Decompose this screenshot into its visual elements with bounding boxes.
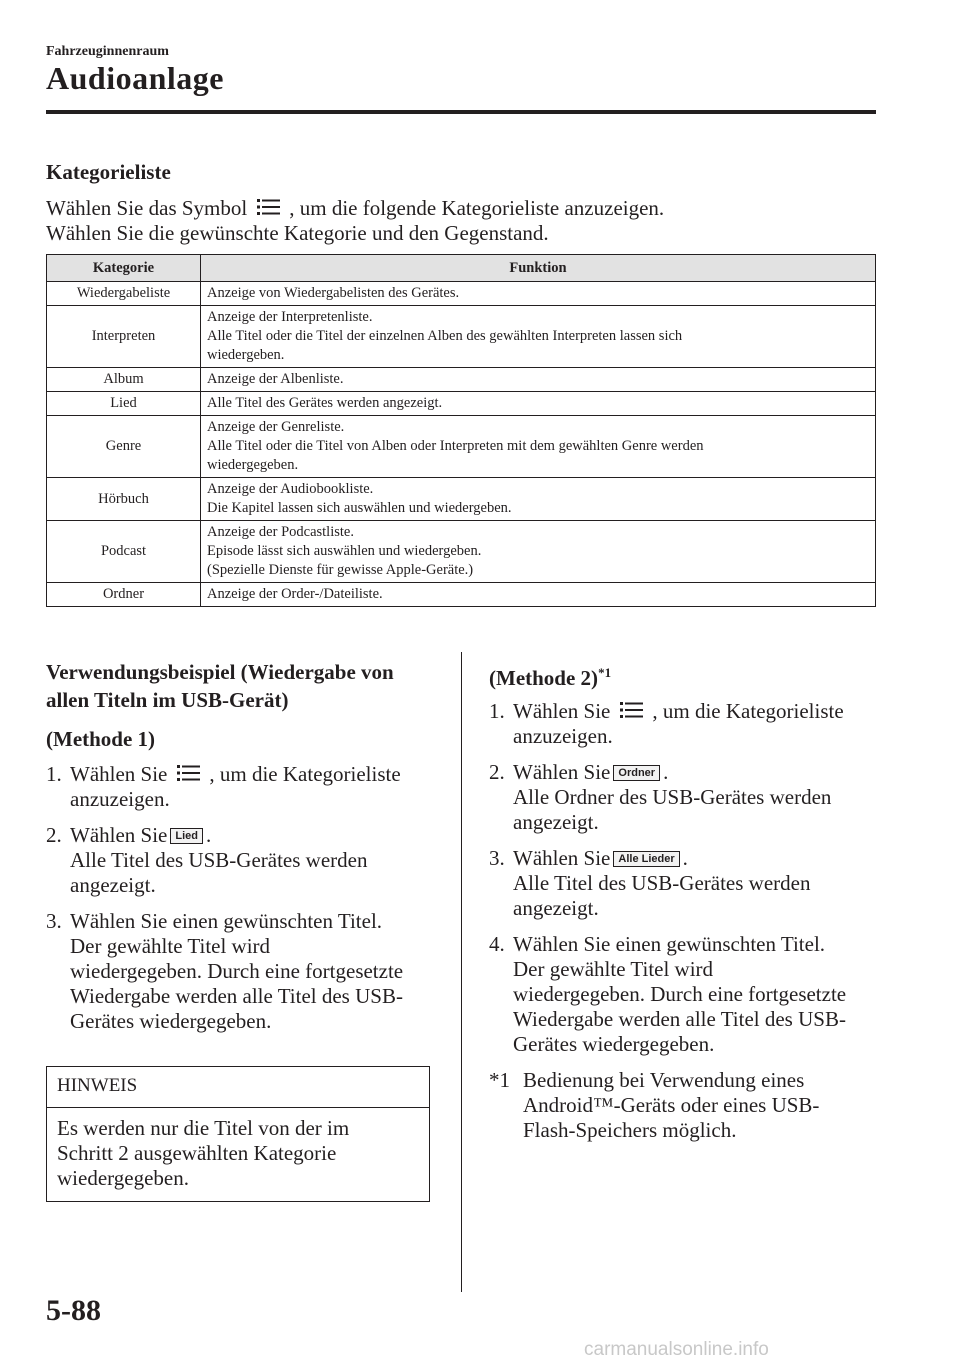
kategorieliste-intro-line2: Wählen Sie die gewünschte Kategorie und den Gegenstand. xyxy=(46,221,549,245)
function-line: Alle Titel oder die Titel von Alben oder Interpreten mit dem gewählten Genre werden xyxy=(207,438,704,454)
step-line: angezeigt. xyxy=(513,896,599,920)
function-cell xyxy=(201,306,876,368)
function-line: Anzeige der Audiobookliste. xyxy=(207,481,374,497)
category-cell: Album xyxy=(47,368,201,392)
function-line: Alle Titel oder die Titel der einzelnen Alben des gewählten Interpreten lassen sich xyxy=(207,328,683,344)
intro-text-1: Wählen Sie das Symbol xyxy=(46,196,248,220)
step-text-after: , um die Kategorieliste xyxy=(652,699,844,723)
function-line: Anzeige der Genreliste. xyxy=(207,419,345,435)
table-row xyxy=(47,416,876,478)
methode1-heading: (Methode 1) xyxy=(46,727,156,751)
function-line: wiedergeben. xyxy=(207,347,285,363)
category-cell: Hörbuch xyxy=(47,478,201,521)
function-cell xyxy=(201,521,876,583)
list-menu-icon xyxy=(251,197,285,217)
step-first-line xyxy=(70,909,446,934)
footnote-marker: *1 xyxy=(598,665,612,680)
header-funktion: Funktion xyxy=(201,255,876,282)
header-rule xyxy=(46,110,876,114)
step-line: Wiedergabe werden alle Titel des USB- xyxy=(70,984,403,1008)
hinweis-line: Schritt 2 ausgewählten Kategorie xyxy=(57,1141,337,1165)
step-first-line xyxy=(513,699,889,724)
step-item xyxy=(489,932,889,1057)
step-item xyxy=(46,762,446,812)
category-cell: Podcast xyxy=(47,521,201,583)
methode2-steps xyxy=(489,699,889,1057)
kategorieliste-heading: Kategorieliste xyxy=(46,160,171,184)
step-number: 2. xyxy=(489,760,505,784)
list-menu-icon xyxy=(614,700,648,720)
step-item xyxy=(489,699,889,749)
step-line: Alle Titel des USB-Gerätes werden xyxy=(70,848,368,872)
ui-button-image: Alle Lieder xyxy=(613,851,679,867)
step-line: wiedergegeben. Durch eine fortgesetzte xyxy=(70,959,404,983)
ui-button-image: Lied xyxy=(170,828,203,844)
step-line: Wiedergabe werden alle Titel des USB- xyxy=(513,1007,846,1031)
intro-text-2: , um die folgende Kategorieliste anzuzeigen. xyxy=(289,196,665,220)
category-cell: Lied xyxy=(47,392,201,416)
kategorieliste-intro xyxy=(46,196,664,221)
example-heading-line1: Verwendungsbeispiel (Wiedergabe von xyxy=(46,660,394,684)
hinweis-line: Es werden nur die Titel von der im xyxy=(57,1116,350,1140)
step-line: angezeigt. xyxy=(513,810,599,834)
function-line: Die Kapitel lassen sich auswählen und wiedergeben. xyxy=(207,500,512,516)
table-row xyxy=(47,282,876,306)
category-cell: Ordner xyxy=(47,583,201,607)
function-line: wiedergegeben. xyxy=(207,457,299,473)
step-number: 1. xyxy=(46,762,62,786)
function-cell xyxy=(201,416,876,478)
footnote-line: Android™-Geräts oder eines USB- xyxy=(523,1093,820,1117)
category-cell: Wiedergabeliste xyxy=(47,282,201,306)
step-text: Wählen Sie xyxy=(513,699,611,723)
table-row xyxy=(47,478,876,521)
page-number: 5-88 xyxy=(46,1294,101,1327)
hinweis-title: HINWEIS xyxy=(47,1067,429,1108)
methode1-steps xyxy=(46,762,446,1034)
left-column xyxy=(46,660,446,1045)
step-text: Wählen Sie einen gewünschten Titel. xyxy=(513,932,826,956)
watermark: carmanualsonline.info xyxy=(584,1339,769,1360)
step-text-after: . xyxy=(663,760,669,784)
function-cell xyxy=(201,478,876,521)
column-divider xyxy=(461,652,462,1292)
step-line: Alle Titel des USB-Gerätes werden xyxy=(513,871,811,895)
footnote xyxy=(489,1068,889,1143)
step-text: Wählen Sie einen gewünschten Titel. xyxy=(70,909,383,933)
step-line: anzuzeigen. xyxy=(513,724,613,748)
ui-button-image: Ordner xyxy=(613,765,660,781)
list-menu-icon xyxy=(171,763,205,783)
function-line: Alle Titel des Gerätes werden angezeigt. xyxy=(207,395,443,411)
function-cell xyxy=(201,282,876,306)
table-row xyxy=(47,392,876,416)
step-text-after: , um die Kategorieliste xyxy=(209,762,401,786)
function-line: Anzeige der Albenliste. xyxy=(207,371,344,387)
step-first-line xyxy=(513,932,889,957)
step-text: Wählen Sie xyxy=(513,760,611,784)
table-row xyxy=(47,306,876,368)
example-heading-line2: allen Titeln im USB-Gerät) xyxy=(46,688,289,712)
hinweis-body xyxy=(47,1108,429,1199)
step-number: 4. xyxy=(489,932,505,956)
step-item xyxy=(489,846,889,921)
step-first-line xyxy=(70,762,446,787)
table-row xyxy=(47,521,876,583)
function-line: (Spezielle Dienste für gewisse Apple-Geräte.) xyxy=(207,562,474,578)
step-item xyxy=(46,823,446,898)
step-number: 3. xyxy=(46,909,62,933)
function-line: Anzeige von Wiedergabelisten des Gerätes. xyxy=(207,285,460,301)
category-table xyxy=(46,254,876,607)
step-line: Gerätes wiedergegeben. xyxy=(513,1032,715,1056)
chapter-title: Audioanlage xyxy=(46,60,224,96)
hinweis-box xyxy=(46,1066,430,1202)
step-text: Wählen Sie xyxy=(70,823,168,847)
footnote-mark: *1 xyxy=(489,1068,510,1092)
category-cell: Genre xyxy=(47,416,201,478)
step-line: wiedergegeben. Durch eine fortgesetzte xyxy=(513,982,847,1006)
step-first-line xyxy=(513,760,889,785)
methode2-heading xyxy=(489,660,889,691)
function-cell xyxy=(201,392,876,416)
table-header-row xyxy=(47,255,876,282)
function-line: Episode lässt sich auswählen und wiedergeben. xyxy=(207,543,482,559)
header-kategorie: Kategorie xyxy=(47,255,201,282)
step-text-after: . xyxy=(206,823,212,847)
function-line: Anzeige der Order-/Dateiliste. xyxy=(207,586,383,602)
step-line: Der gewählte Titel wird xyxy=(513,957,714,981)
table-row xyxy=(47,368,876,392)
step-item xyxy=(489,760,889,835)
step-text-after: . xyxy=(682,846,688,870)
footnote-line: Flash-Speichers möglich. xyxy=(523,1118,737,1142)
methode2-label: (Methode 2) xyxy=(489,666,599,690)
function-cell xyxy=(201,368,876,392)
step-line: Gerätes wiedergegeben. xyxy=(70,1009,272,1033)
step-number: 2. xyxy=(46,823,62,847)
footnote-line: Bedienung bei Verwendung eines xyxy=(523,1068,805,1092)
table-row xyxy=(47,583,876,607)
hinweis-line: wiedergegeben. xyxy=(57,1166,189,1190)
step-first-line xyxy=(513,846,889,871)
step-first-line xyxy=(70,823,446,848)
category-cell: Interpreten xyxy=(47,306,201,368)
function-cell xyxy=(201,583,876,607)
step-number: 3. xyxy=(489,846,505,870)
step-line: Der gewählte Titel wird xyxy=(70,934,271,958)
section-label: Fahrzeuginnenraum xyxy=(46,44,169,59)
step-text: Wählen Sie xyxy=(70,762,168,786)
step-number: 1. xyxy=(489,699,505,723)
step-line: angezeigt. xyxy=(70,873,156,897)
function-line: Anzeige der Interpretenliste. xyxy=(207,309,373,325)
right-column xyxy=(489,660,889,1143)
step-line: anzuzeigen. xyxy=(70,787,170,811)
step-item xyxy=(46,909,446,1034)
step-line: Alle Ordner des USB-Gerätes werden xyxy=(513,785,832,809)
step-text: Wählen Sie xyxy=(513,846,611,870)
function-line: Anzeige der Podcastliste. xyxy=(207,524,354,540)
